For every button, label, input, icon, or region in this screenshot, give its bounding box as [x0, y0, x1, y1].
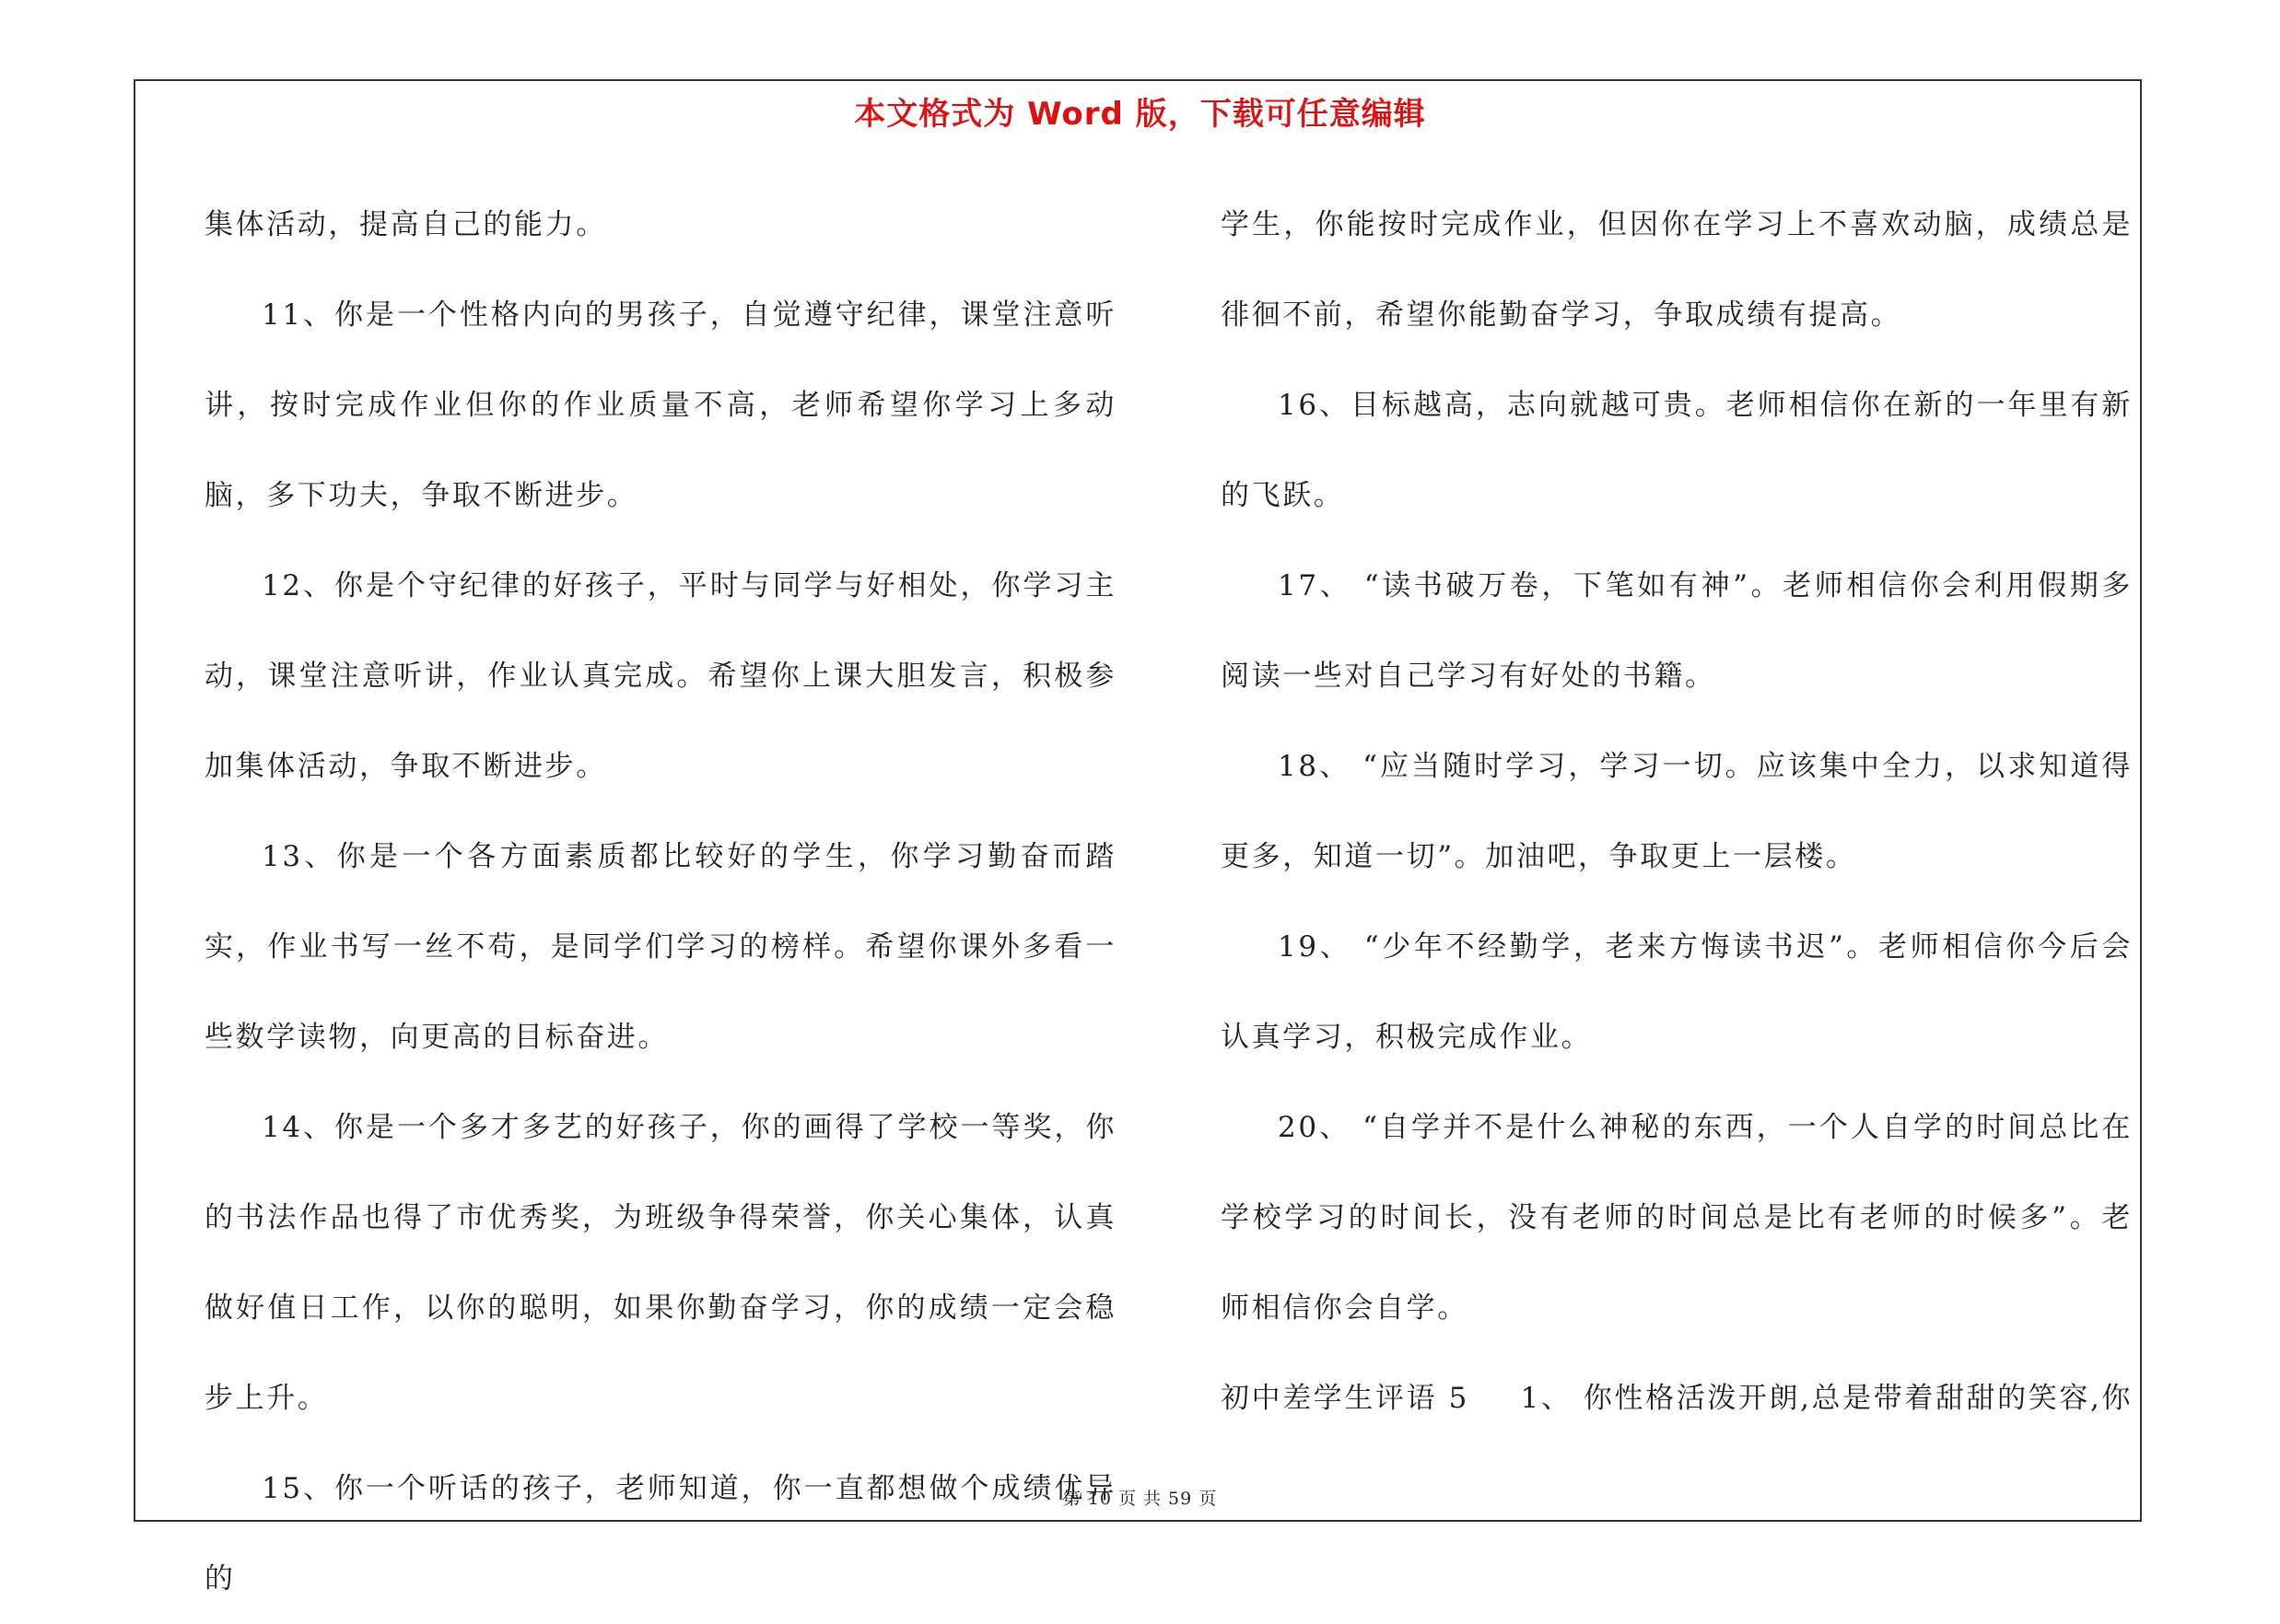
comment-15: 15、你一个听话的孩子，老师知道，你一直都想做个成绩优异的: [205, 1472, 1117, 1595]
comment-15-continued: 学生，你能按时完成作业，但因你在学习上不喜欢动脑，成绩总是徘徊不前，希望你能勤奋学习，争取成绩有提高。: [1221, 208, 2133, 332]
comment-11: 11、你是一个性格内向的男孩子，自觉遵守纪律，课堂注意听讲，按时完成作业但你的作业质量不高，老师希望你学习上多动脑，多下功夫，争取不断进步。: [205, 298, 1117, 512]
comment-20: 20、 “自学并不是什么神秘的东西，一个人自学的时间总比在学校学习的时间长，没有老师的时间总是比有老师的时候多”。老师相信你会自学。: [1221, 1111, 2133, 1325]
comment-19: 19、 “少年不经勤学，老来方悔读书迟”。老师相信你今后会认真学习，积极完成作业。: [1221, 930, 2133, 1054]
comment-14: 14、你是一个多才多艺的好孩子，你的画得了学校一等奖，你的书法作品也得了市优秀奖，为班级争得荣誉，你关心集体，认真做好值日工作，以你的聪明，如果你勤奋学习，你的成绩一定会稳步上升。: [205, 1111, 1117, 1415]
page-number: 第 10 页 共 59 页: [1062, 1489, 1218, 1509]
format-notice: 本文格式为 Word 版，下载可任意编辑: [854, 96, 1426, 133]
section-first-comment: 1、 你性格活泼开朗,总是带着甜甜的笑容,你: [1520, 1382, 2133, 1415]
comment-18: 18、 “应当随时学习，学习一切。应该集中全力，以求知道得更多，知道一切”。加油吧，争取更上一层楼。: [1221, 750, 2133, 873]
section-title: 初中差学生评语 5: [1221, 1382, 1469, 1415]
paragraph-continued: 集体活动，提高自己的能力。: [205, 208, 607, 241]
comment-16: 16、目标越高，志向就越可贵。老师相信你在新的一年里有新的飞跃。: [1221, 389, 2133, 512]
comment-17: 17、 “读书破万卷，下笔如有神”。老师相信你会利用假期多阅读一些对自己学习有好处的书籍。: [1221, 569, 2133, 693]
comment-13: 13、你是一个各方面素质都比较好的学生，你学习勤奋而踏实，作业书写一丝不苟，是同学们学习的榜样。希望你课外多看一些数学读物，向更高的目标奋进。: [205, 840, 1117, 1054]
right-column: [1221, 180, 2133, 1443]
comment-12: 12、你是个守纪律的好孩子，平时与同学与好相处，你学习主动，课堂注意听讲，作业认真完成。希望你上课大胆发言，积极参加集体活动，争取不断进步。: [205, 569, 1117, 783]
section-row: [1221, 1353, 2133, 1443]
left-column: [205, 180, 1117, 1624]
